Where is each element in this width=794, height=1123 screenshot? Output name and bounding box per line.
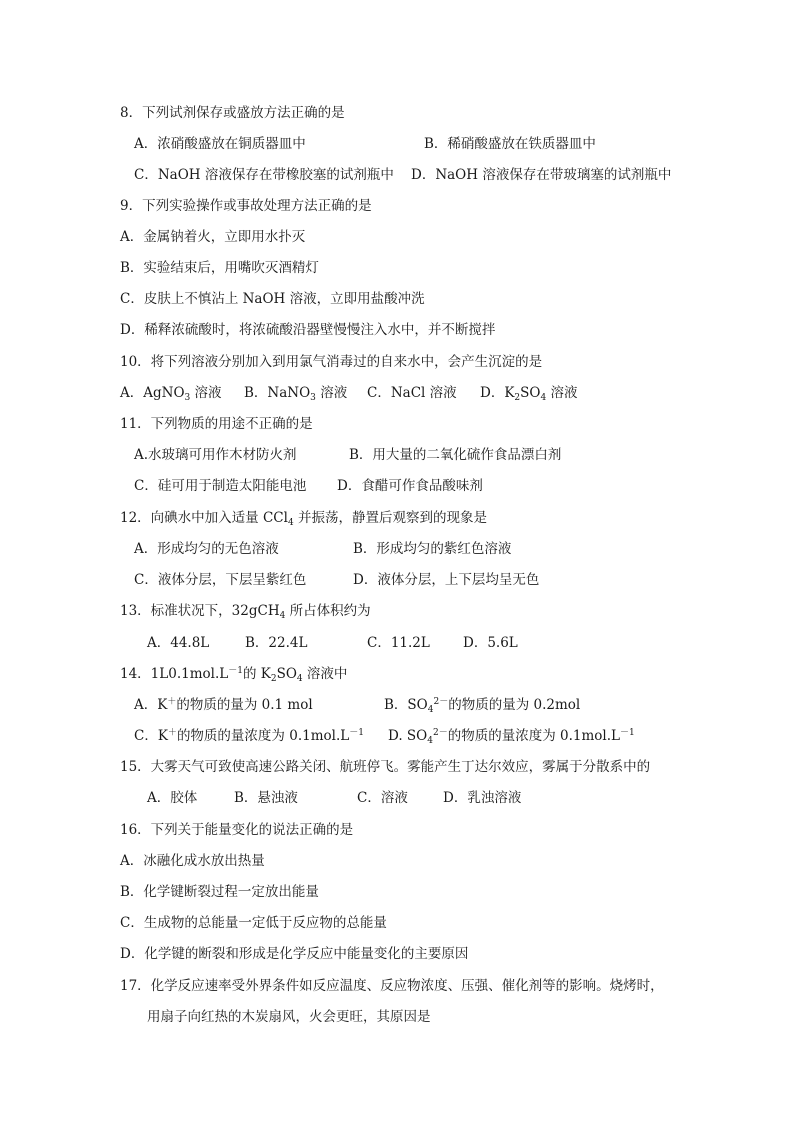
question-9-stem: 9．下列实验操作或事故处理方法正确的是 <box>120 198 372 214</box>
q12-option-b: B．形成均匀的紫红色溶液 <box>353 541 512 557</box>
question-16-stem: 16．下列关于能量变化的说法正确的是 <box>120 822 354 838</box>
q15-option-b: B．悬浊液 <box>234 790 298 806</box>
q10-option-b: B．NaNO$_3$ 溶液 <box>244 385 348 403</box>
q8-option-c: C．NaOH 溶液保存在带橡胶塞的试剂瓶中 <box>134 167 394 183</box>
q13-option-c: C．11.2L <box>367 635 430 651</box>
q10-option-a: A．AgNO$_3$ 溶液 <box>120 385 222 403</box>
q12-option-a: A．形成均匀的无色溶液 <box>134 541 279 557</box>
q9-option-c: C．皮肤上不慎沾上 NaOH 溶液，立即用盐酸冲洗 <box>120 291 425 307</box>
q12-option-c: C．液体分层，下层呈紫红色 <box>134 572 307 588</box>
q16-option-c: C．生成物的总能量一定低于反应物的总能量 <box>120 915 387 931</box>
q15-option-c: C．溶液 <box>357 790 408 806</box>
q10-option-d: D．$K_2SO_4$ 溶液 <box>480 385 578 403</box>
q9-option-a: A．金属钠着火，立即用水扑灭 <box>120 229 306 245</box>
question-17-stem-line-1: 17．化学反应速率受外界条件如反应温度、反应物浓度、压强、催化剂等的影响。烧烤时， <box>120 978 664 994</box>
q15-option-a: A．胶体 <box>147 790 198 806</box>
q14-option-a: A．K＋的物质的量为 0.1 mol <box>134 697 313 713</box>
q13-option-d: D．5.6L <box>463 635 518 651</box>
question-12-stem: 12．向碘水中加入适量 CCl$_4$ 并振荡，静置后观察到的现象是 <box>120 510 487 528</box>
q8-option-b: B．稀硝酸盛放在铁质器皿中 <box>424 136 596 152</box>
q9-option-b: B．实验结束后，用嘴吹灭酒精灯 <box>120 260 319 276</box>
q13-option-b: B．22.4L <box>245 635 308 651</box>
q13-option-a: A．44.8L <box>147 635 210 651</box>
q11-option-b: B．用大量的二氧化硫作食品漂白剂 <box>349 447 562 463</box>
q16-option-a: A．冰融化成水放出热量 <box>120 853 265 869</box>
q16-option-b: B．化学键断裂过程一定放出能量 <box>120 884 319 900</box>
question-13-stem: 13．标准状况下，32gCH$_4$ 所占体积约为 <box>120 603 371 621</box>
q11-option-a: A.水玻璃可用作木材防火剂 <box>134 447 297 463</box>
question-10-stem: 10．将下列溶液分别加入到用氯气消毒过的自来水中，会产生沉淀的是 <box>120 354 543 370</box>
question-17-stem-line-2: 用扇子向红热的木炭扇风，火会更旺，其原因是 <box>147 1009 431 1025</box>
q14-option-b: B．$SO_4^{2-}$的物质的量为 0.2mol <box>384 697 581 715</box>
q9-option-d: D．稀释浓硫酸时，将浓硫酸沿器壁慢慢注入水中，并不断搅拌 <box>120 322 496 338</box>
q8-option-a: A．浓硝酸盛放在铜质器皿中 <box>134 136 306 152</box>
q12-option-d: D．液体分层，上下层均呈无色 <box>353 572 540 588</box>
question-8-stem: 8．下列试剂保存或盛放方法正确的是 <box>120 105 345 121</box>
q14-option-d: D. $SO_4^{2-}$的物质的量浓度为 $0.1mol.L^{-1}$ <box>388 728 635 746</box>
q16-option-d: D．化学键的断裂和形成是化学反应中能量变化的主要原因 <box>120 946 469 962</box>
q10-option-c: C．NaCl 溶液 <box>367 385 457 401</box>
question-15-stem: 15．大雾天气可致使高速公路关闭、航班停飞。雾能产生丁达尔效应，雾属于分散系中的 <box>120 759 651 775</box>
question-11-stem: 11．下列物质的用途不正确的是 <box>120 416 313 432</box>
q14-option-c: C．K＋的物质的量浓度为 $0.1mol.L^{-1}$ <box>134 728 364 744</box>
q11-option-d: D．食醋可作食品酸味剂 <box>337 478 483 494</box>
q8-option-d: D．NaOH 溶液保存在带玻璃塞的试剂瓶中 <box>411 167 672 183</box>
q11-option-c: C．硅可用于制造太阳能电池 <box>134 478 307 494</box>
q15-option-d: D．乳浊溶液 <box>443 790 522 806</box>
question-14-stem: 14．$1L0.1mol.L^{-1}$的 $K_2SO_4$ 溶液中 <box>120 666 348 684</box>
